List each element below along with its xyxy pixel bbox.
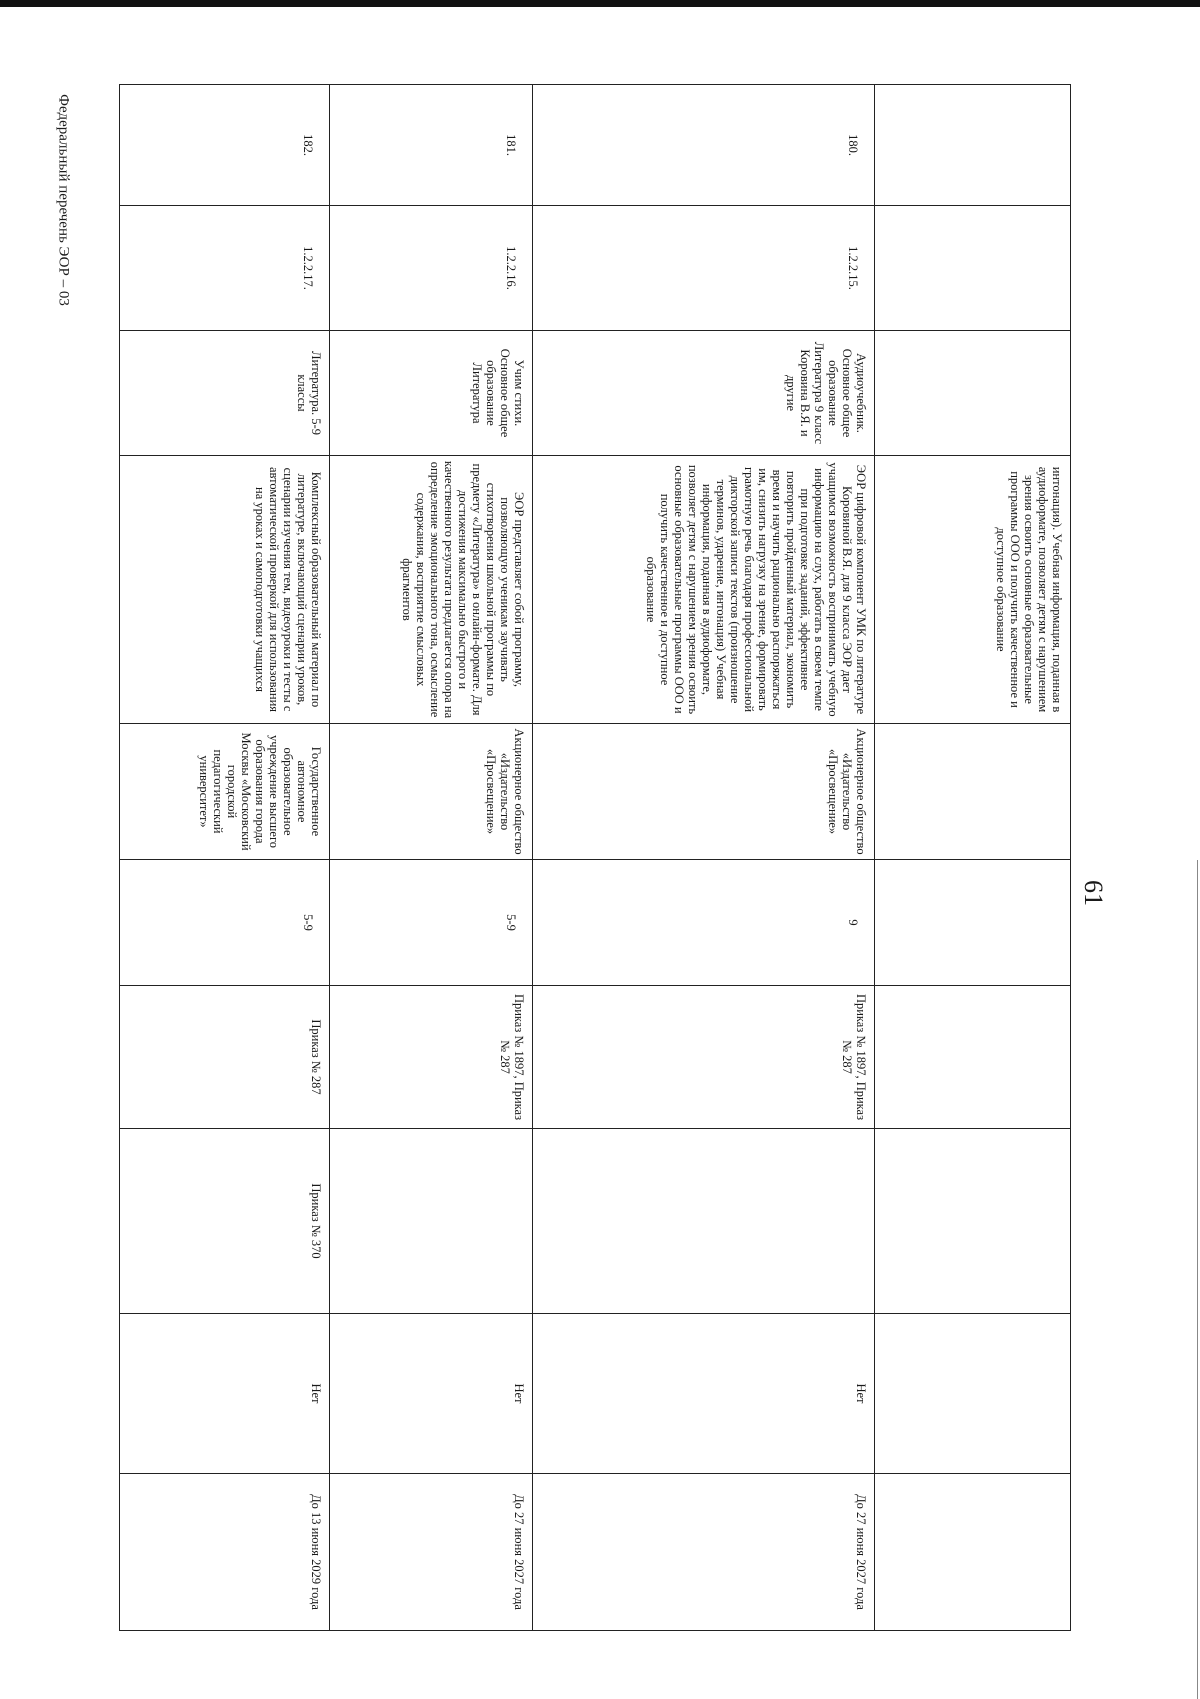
cell-order: Приказ № 1897, Приказ № 287 (330, 986, 533, 1129)
cell-order-extra: Приказ № 370 (120, 1129, 330, 1314)
cell-description: ЭОР представляет собой программу, позволяющую ученикам заучивать стихотворения школьной программы по предмету «Литература» в онлайн-формате. Для достижения максимально быстрого и качественного результата предлагается опора на определение эмоционального тона, осмысление содержания, восприятие смысловых фрагментов (330, 456, 533, 724)
cell-paid (875, 1314, 1071, 1474)
cell-order: Приказ № 287 (120, 986, 330, 1129)
table-row (330, 85, 533, 1631)
table-container (120, 84, 1071, 1630)
cell-organization: Акционерное общество «Издательство «Просвещение» (330, 724, 533, 860)
cell-number (875, 85, 1071, 206)
cell-term: До 27 июня 2027 года (533, 1474, 875, 1631)
cell-name: Учим стихи. Основное общее образование Литература (330, 331, 533, 456)
cell-term: До 27 июня 2027 года (330, 1474, 533, 1631)
cell-order (875, 986, 1071, 1129)
cell-paid: Нет (330, 1314, 533, 1474)
cell-order-extra (533, 1129, 875, 1314)
cell-number: 181. (330, 85, 533, 206)
cell-code (875, 206, 1071, 331)
cell-description: интонация). Учебная информация, поданная в аудиоформате, позволяет детям с нарушением зрения освоить основные образовательные программы ООО и получить качественное и доступное образование (875, 456, 1071, 724)
cell-organization (875, 724, 1071, 860)
cell-code: 1.2.2.15. (533, 206, 875, 331)
top-edge-bar (0, 0, 1200, 7)
cell-name: Литература. 5-9 классы (120, 331, 330, 456)
cell-order: Приказ № 1897, Приказ № 287 (533, 986, 875, 1129)
cell-term: До 13 июня 2029 года (120, 1474, 330, 1631)
cell-organization: Акционерное общество «Издательство «Просвещение» (533, 724, 875, 860)
rotated-table-frame (120, 84, 1071, 1630)
cell-term (875, 1474, 1071, 1631)
cell-organization: Государственное автономное образовательное учреждение высшего образования города Москвы «Московский городской педагогический университет» (120, 724, 330, 860)
table-row (120, 85, 330, 1631)
cell-grade: 5-9 (330, 860, 533, 986)
cell-number: 180. (533, 85, 875, 206)
cell-paid: Нет (533, 1314, 875, 1474)
cell-number: 182. (120, 85, 330, 206)
scan-edge-line (1197, 860, 1198, 1699)
page-number: 61 (1079, 880, 1108, 906)
cell-name: Аудиоучебник. Основное общее образование Литература 9 класс Коровина В.Я. и другие (533, 331, 875, 456)
cell-paid: Нет (120, 1314, 330, 1474)
cell-code: 1.2.2.16. (330, 206, 533, 331)
table-row (875, 85, 1071, 1631)
cell-name (875, 331, 1071, 456)
footer-caption: Федеральный перечень ЭОР – 03 (55, 94, 72, 306)
cell-code: 1.2.2.17. (120, 206, 330, 331)
cell-grade: 5-9 (120, 860, 330, 986)
eor-registry-table (119, 84, 1071, 1631)
cell-description: ЭОР цифровой компонент УМК по литературе Коровиной В.Я. для 9 класса ЭОР дает учащимся возможность воспринимать учебную информацию на слух, работать в своем темпе при подготовке заданий, эффективнее повторить пройденный материал, экономить время и научить рационально распоряжаться им, снизить нагрузку на зрение, формировать грамотную речь благодаря профессиональной дикторской записи текстов (произношение терминов, ударение, интонация) Учебная информация, поданная в аудиоформате, позволяет детям с нарушением зрения освоить основные образовательные программы ООО и получить качественное и доступное образование (533, 456, 875, 724)
cell-grade: 9 (533, 860, 875, 986)
cell-grade (875, 860, 1071, 986)
cell-order-extra (875, 1129, 1071, 1314)
cell-description: Комплексный образовательный материал по литературе, включающий сценарии уроков, сценарии изучения тем, видеоуроки и тесты с автоматической проверкой для использования на уроках и самоподготовки учащихся (120, 456, 330, 724)
table-row (533, 85, 875, 1631)
cell-order-extra (330, 1129, 533, 1314)
